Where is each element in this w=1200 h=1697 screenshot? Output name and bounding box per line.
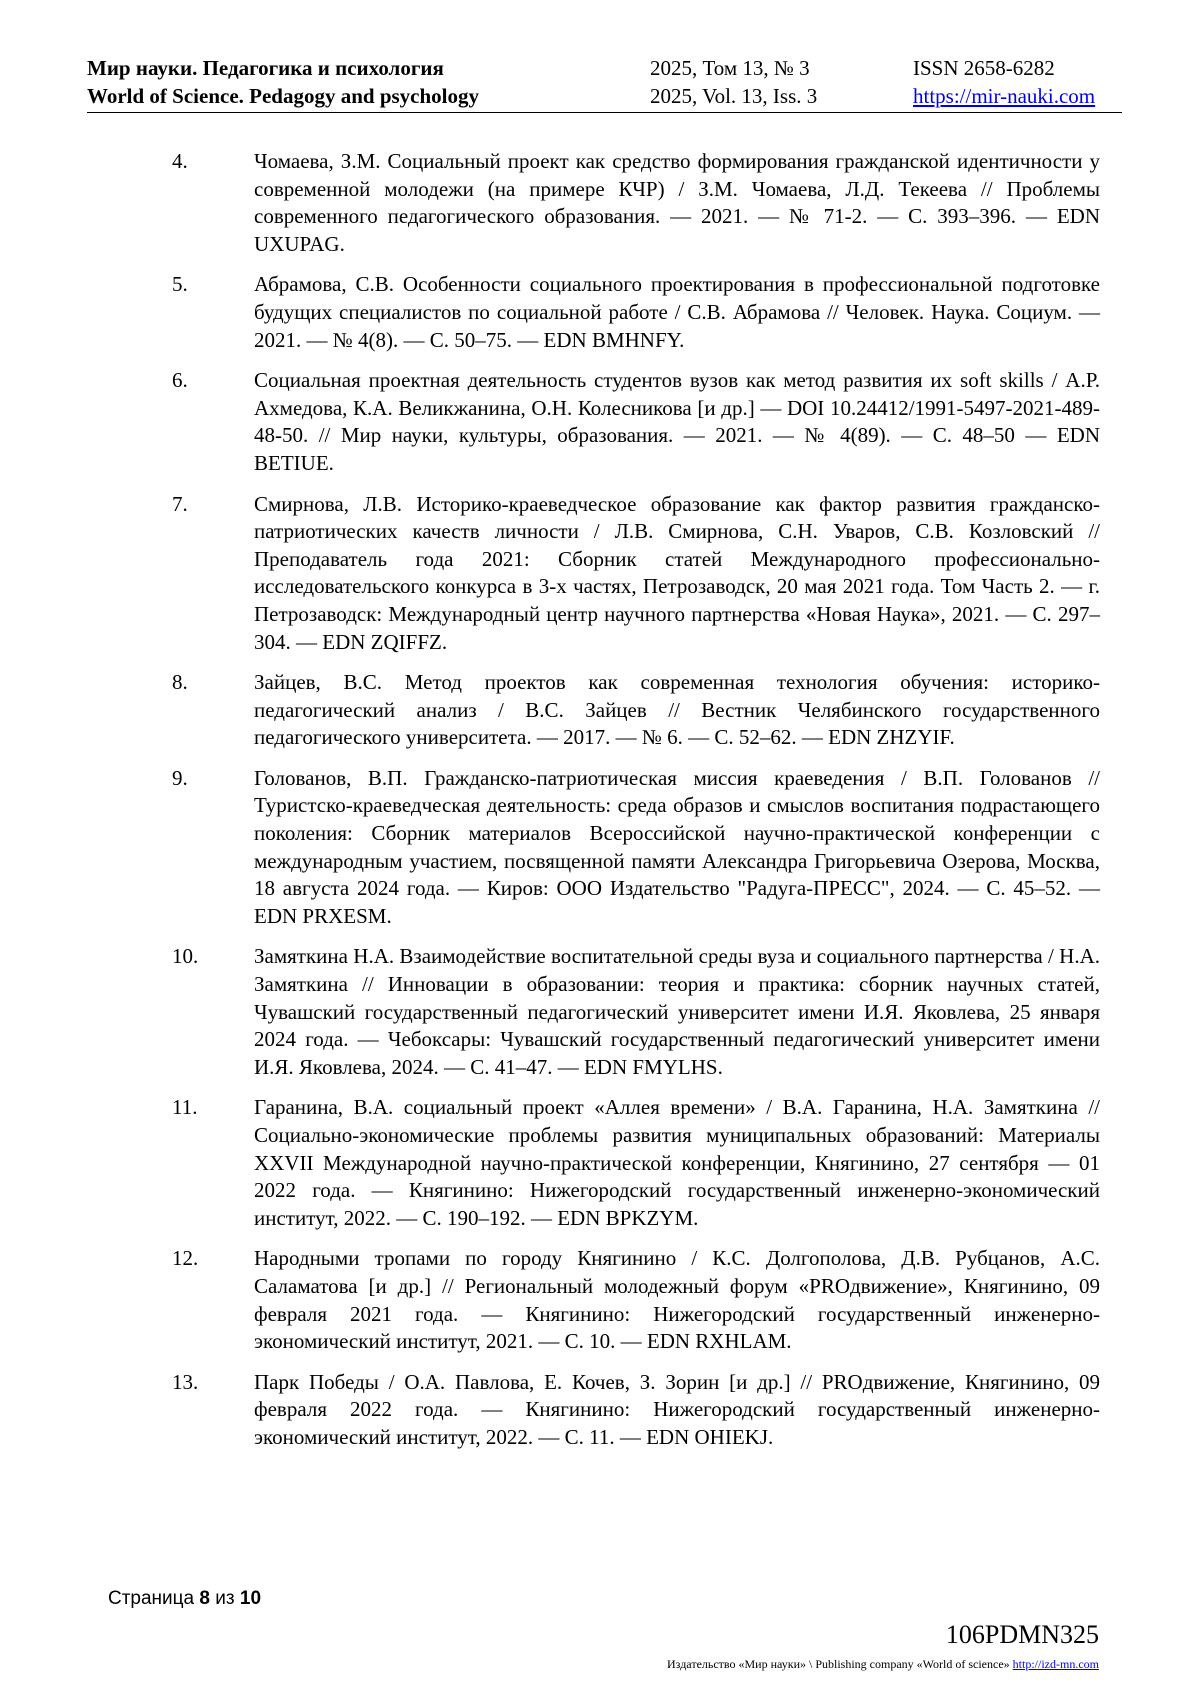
reference-number: 12.	[172, 1246, 199, 1271]
journal-title-block	[87, 54, 479, 110]
journal-title-ru: Мир науки. Педагогика и психология	[87, 56, 444, 80]
reference-text: Парк Победы / О.А. Павлова, Е. Кочев, З. Зорин [и др.] // PROдвижение, Княгинино, 09 февраля 2022 года. — Княгинино: Нижегородский государственный инженерно-экономический институт, 2022. — С. 11. — EDN OHIEKJ.	[254, 1369, 1100, 1449]
page-header	[87, 50, 1122, 113]
reference-number: 13.	[172, 1369, 199, 1394]
reference-item	[172, 491, 1100, 657]
reference-text: Смирнова, Л.В. Историко-краеведческое образование как фактор развития гражданско-патриотических качеств личности / Л.В. Смирнова, С.Н. Уваров, С.В. Козловский // Преподаватель года 2021: Сборник статей Международного профессионально-исследовательского конкурса в 3-х частях, Петрозаводск, 20 мая 2021 года. Том Часть 2. — г. Петрозаводск: Международный центр научного партнерства «Новая Наука», 2021. — С. 297–304. — EDN ZQIFFZ.	[254, 491, 1100, 654]
reference-text: Замяткина Н.А. Взаимодействие воспитательной среды вуза и социального партнерства / Н.А. Замяткина // Инновации в образовании: теория и практика: сборник научных статей, Чувашский государственный педагогический университет имени И.Я. Яковлева, 25 января 2024 года. — Чебоксары: Чувашский государственный педагогический университет имени И.Я. Яковлева, 2024. — С. 41–47. — EDN FMYLHS.	[254, 944, 1100, 1079]
publisher-text: Издательство «Мир науки» \ Publishing company «World of science»	[667, 1657, 1010, 1671]
page-total: 10	[239, 1588, 262, 1609]
page-counter	[108, 1588, 261, 1610]
reference-number: 7.	[172, 491, 188, 516]
article-code: 106PDMN325	[945, 1620, 1099, 1649]
reference-item	[172, 1369, 1100, 1452]
reference-item	[172, 943, 1100, 1081]
publisher-link[interactable]: http://izd-mn.com	[1012, 1657, 1099, 1671]
reference-list	[172, 148, 1100, 1465]
reference-number: 5.	[172, 272, 188, 297]
issue-block	[650, 54, 817, 110]
reference-number: 10.	[172, 944, 199, 969]
issue-ru: 2025, Том 13, № 3	[650, 56, 810, 80]
reference-text: Голованов, В.П. Гражданско-патриотическая миссия краеведения / В.П. Голованов // Туристско-краеведческая деятельность: среда образов и смыслов воспитания подрастающего поколения: Сборник материалов Всероссийской научно-практической конференции с международным участием, посвященной памяти Александра Григорьевича Озерова, Москва, 18 августа 2024 года. — Киров: ООО Издательство "Радуга-ПРЕСС", 2024. — С. 45–52. — EDN PRXESM.	[254, 765, 1100, 928]
issue-en: 2025, Vol. 13, Iss. 3	[650, 84, 818, 108]
reference-number: 6.	[172, 368, 188, 393]
reference-number: 4.	[172, 149, 188, 173]
reference-text: Народными тропами по городу Княгинино / К.С. Долгополова, Д.В. Рубцанов, А.С. Саламатова [и др.] // Региональный молодежный форум «PROдвижение», Княгинино, 09 февраля 2021 года. — Княгинино: Нижегородский государственный инженерно-экономический институт, 2021. — С. 10. — EDN RXHLAM.	[254, 1246, 1100, 1354]
reference-item	[172, 148, 1100, 258]
reference-item	[172, 367, 1100, 477]
reference-text: Чомаева, З.М. Социальный проект как средство формирования гражданской идентичности у современной молодежи (на примере КЧР) / З.М. Чомаева, Л.Д. Текеева // Проблемы современного педагогического образования. — 2021. — № 71-2. — С. 393–396. — EDN UXUPAG.	[254, 149, 1100, 256]
reference-number: 11.	[172, 1095, 198, 1120]
publisher-footer	[667, 1657, 1099, 1672]
reference-text: Зайцев, В.С. Метод проектов как современная технология обучения: историко-педагогический анализ / В.С. Зайцев // Вестник Челябинского государственного педагогического университета. — 2017. — № 6. — С. 52–62. — EDN ZHZYIF.	[254, 670, 1100, 750]
reference-item	[172, 271, 1100, 354]
reference-item	[172, 765, 1100, 931]
page-current: 8	[199, 1588, 210, 1609]
issn-block	[913, 54, 1095, 110]
reference-number: 8.	[172, 670, 188, 695]
reference-text: Абрамова, С.В. Особенности социального проектирования в профессиональной подготовке будущих специалистов по социальной работе / С.В. Абрамова // Человек. Наука. Социум. — 2021. — № 4(8). — С. 50–75. — EDN BMHNFY.	[254, 272, 1100, 352]
reference-text: Социальная проектная деятельность студентов вузов как метод развития их soft skills / А.Р. Ахмедова, К.А. Великжанина, О.Н. Колесникова [и др.] — DOI 10.24412/1991-5497-2021-489-48-50. // Мир науки, культуры, образования. — 2021. — № 4(89). — С. 48–50 — EDN BETIUE.	[254, 368, 1100, 475]
page-label: Страница	[108, 1588, 195, 1609]
reference-number: 9.	[172, 765, 188, 790]
page-of-label: из	[215, 1588, 235, 1609]
reference-item	[172, 1094, 1100, 1232]
reference-text: Гаранина, В.А. социальный проект «Аллея времени» / В.А. Гаранина, Н.А. Замяткина // Социально-экономические проблемы развития муниципальных образований: Материалы XXVII Международной научно-практической конференции, Княгинино, 27 сентября — 01 2022 года. — Княгинино: Нижегородский государственный инженерно-экономический институт, 2022. — С. 190–192. — EDN BPKZYM.	[254, 1095, 1100, 1230]
journal-website-link[interactable]: https://mir-nauki.com	[913, 84, 1096, 108]
journal-title-en: World of Science. Pedagogy and psychology	[87, 84, 480, 108]
reference-item	[172, 1245, 1100, 1355]
issn: ISSN 2658-6282	[913, 56, 1055, 80]
reference-item	[172, 669, 1100, 752]
